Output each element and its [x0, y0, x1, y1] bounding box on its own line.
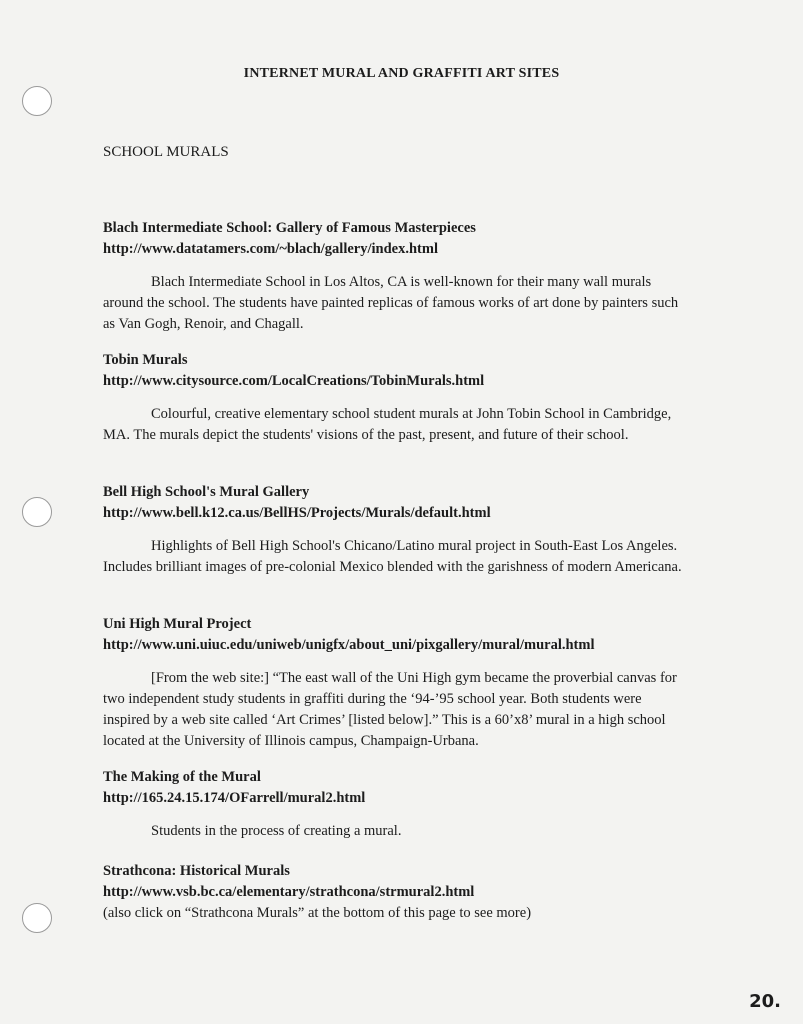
- entry-description: Students in the process of creating a mural.: [151, 823, 402, 839]
- entry-url: http://www.citysource.com/LocalCreations/TobinMurals.html: [103, 373, 485, 389]
- entry-bell: [103, 482, 683, 578]
- entry-name: Strathcona: Historical Murals: [103, 863, 290, 879]
- binder-hole: [22, 903, 52, 933]
- entry-description: [From the web site:] “The east wall of the Uni High gym became the proverbial canvas for two independent study students in graffiti during the ‘94-’95 school year. Both students were inspired by a web site called ‘Art Crimes’ [listed below].” This is a 60’x8’ mural in a high school located at the University of Illinois campus, Champaign-Urbana.: [103, 670, 677, 749]
- entry-note: (also click on “Strathcona Murals” at the bottom of this page to see more): [103, 905, 532, 921]
- entry-name: Bell High School's Mural Gallery: [103, 484, 310, 500]
- entry-url: http://www.datatamers.com/~blach/gallery/index.html: [103, 241, 438, 257]
- entry-description: Blach Intermediate School in Los Altos, CA is well-known for their many wall murals around the school. The students have painted replicas of famous works of art done by painters such as Van Gogh, Renoir, and Chagall.: [103, 274, 679, 332]
- entry-url: http://www.uni.uiuc.edu/uniweb/unigfx/about_uni/pixgallery/mural/mural.html: [103, 637, 595, 653]
- entry-strathcona: [103, 861, 683, 924]
- entry-name: Tobin Murals: [103, 352, 188, 368]
- entry-description: Highlights of Bell High School's Chicano/Latino mural project in South-East Los Angeles. Includes brilliant images of pre-colonial Mexico blended with the garishness of modern Americana.: [103, 538, 682, 575]
- page-number: 20.: [749, 991, 781, 1012]
- entry-tobin: [103, 350, 683, 446]
- entry-uni-high: [103, 614, 683, 752]
- section-heading: SCHOOL MURALS: [103, 144, 229, 160]
- entry-url: http://165.24.15.174/OFarrell/mural2.html: [103, 790, 366, 806]
- entry-name: The Making of the Mural: [103, 769, 261, 785]
- page-title: INTERNET MURAL AND GRAFFITI ART SITES: [243, 66, 560, 81]
- entry-url: http://www.vsb.bc.ca/elementary/strathcona/strmural2.html: [103, 884, 475, 900]
- entry-description: Colourful, creative elementary school student murals at John Tobin School in Cambridge, MA. The murals depict the students' visions of the past, present, and future of their school.: [103, 406, 672, 443]
- entry-url: http://www.bell.k12.ca.us/BellHS/Projects/Murals/default.html: [103, 505, 491, 521]
- binder-hole: [22, 86, 52, 116]
- entry-name: Blach Intermediate School: Gallery of Famous Masterpieces: [103, 220, 476, 236]
- entry-making-of-mural: [103, 767, 683, 842]
- entry-blach: [103, 218, 683, 335]
- entry-name: Uni High Mural Project: [103, 616, 252, 632]
- binder-hole: [22, 497, 52, 527]
